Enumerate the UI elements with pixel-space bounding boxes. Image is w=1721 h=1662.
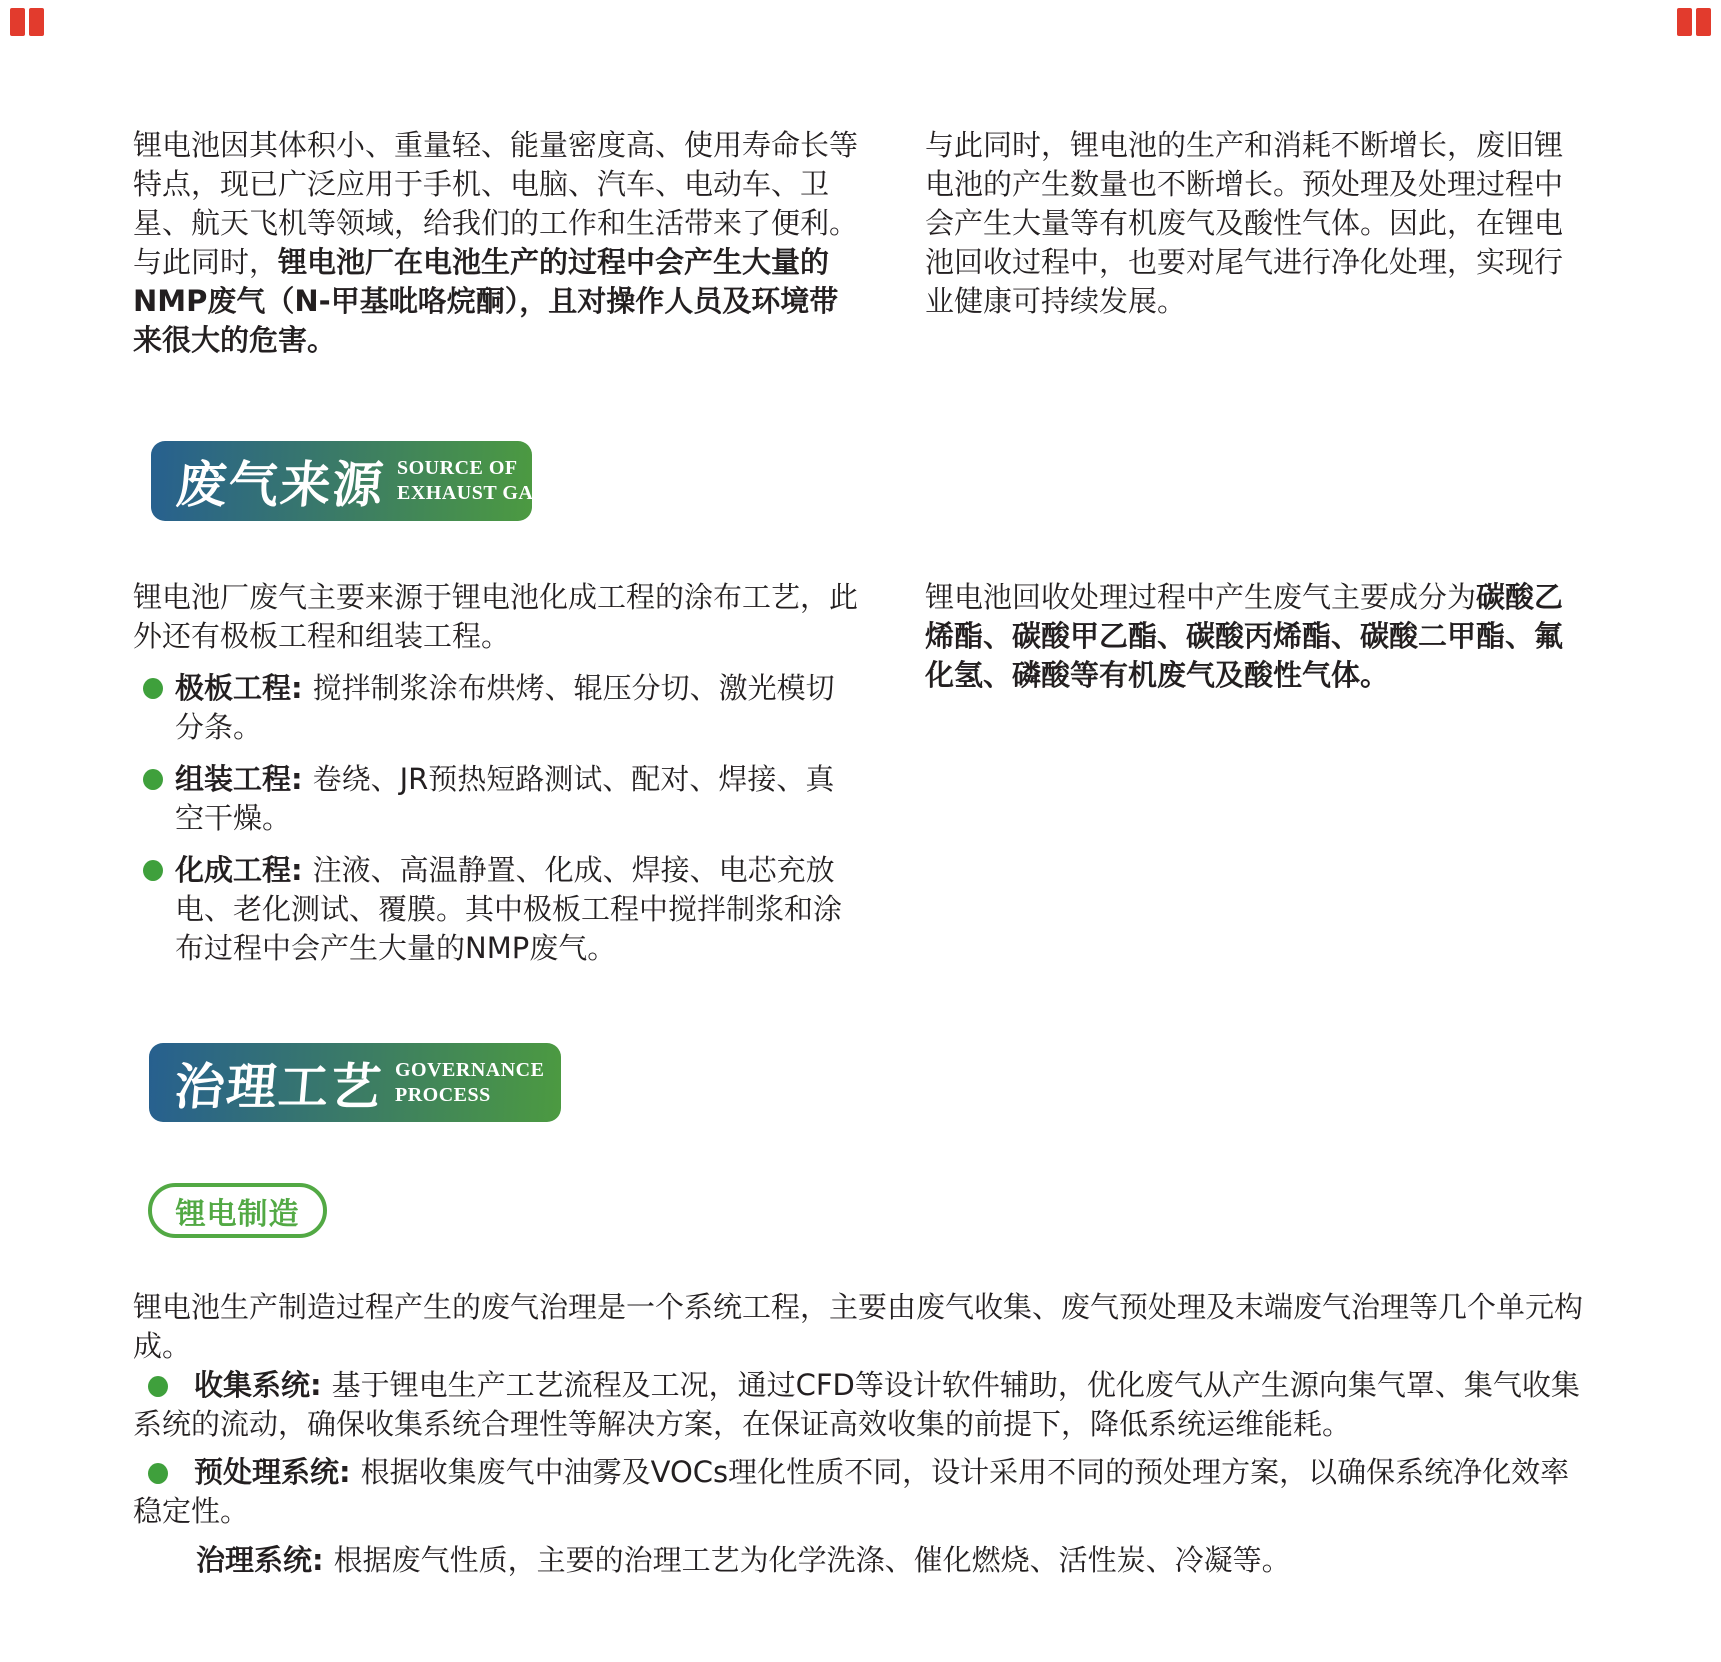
bullet-dot-icon [148,1463,168,1484]
intro-left-bold: 锂电池厂在电池生产的过程中会产生大量的NMP废气（N-甲基吡咯烷酮），且对操作人员及环境带来很大的危害。 [133,245,839,357]
badge-title-en-line1: GOVERNANCE [395,1058,545,1081]
bullet-dot-icon [143,860,163,881]
badge-title-en-line2: EXHAUST GAS [397,482,545,504]
bullet-dot-column [133,851,175,968]
corner-mark-bar [10,8,25,36]
bullet-text [175,851,863,968]
process-intro-paragraph: 锂电池生产制造过程产生的废气治理是一个系统工程，主要由废气收集、废气预处理及末端废气治理等几个单元构成。 [133,1290,1584,1363]
source-bullet-list [133,669,863,968]
badge-title-en [397,456,545,506]
bullet-label: 化成工程: [175,853,303,887]
corner-mark-bar [1696,8,1711,36]
corner-mark-right-icon [1677,8,1711,36]
bullet-body: 基于锂电生产工艺流程及工况，通过CFD等设计软件辅助，优化废气从产生源向集气罩、集气收集系统的流动，确保收集系统合理性等解决方案，在保证高效收集的前提下，降低系统运维能耗。 [133,1368,1580,1441]
list-item [133,760,863,838]
intro-left-paragraph [133,126,863,360]
bullet-label: 组装工程: [175,762,303,796]
list-item [133,1453,1590,1531]
source-right-bold: 碳酸乙烯酯、碳酸甲乙酯、碳酸丙烯酯、碳酸二甲酯、氟化氢、磷酸等有机废气及酸性气体。 [925,580,1564,692]
list-item [133,669,863,747]
bullet-dot-column [133,669,175,747]
badge-title-zh: 废气来源 [174,456,388,514]
bullet-body: 卷绕、JR预热短路测试、配对、焊接、真空干燥。 [175,762,835,835]
tag-pill-li-battery-manufacturing [148,1183,327,1238]
list-item [133,851,863,968]
bullet-label: 极板工程: [175,671,303,705]
source-right-paragraph [925,578,1590,968]
bullet-body: 注液、高温静置、化成、焊接、电芯充放电、老化测试、覆膜。其中极板工程中搅拌制浆和涂布过程中会产生大量的NMP废气。 [175,853,843,965]
bullet-label: 预处理系统: [194,1455,351,1489]
list-item [133,1541,1590,1580]
bullet-body: 根据收集废气中油雾及VOCs理化性质不同，设计采用不同的预处理方案，以确保系统净化效率稳定性。 [133,1455,1570,1528]
bullet-dot-icon [143,678,163,699]
source-right-regular: 锂电池回收处理过程中产生废气主要成分为 [925,580,1477,614]
process-bullet-list [133,1366,1590,1580]
corner-mark-bar [29,8,44,36]
corner-mark-left-icon [10,8,44,36]
exhaust-source-section [133,578,1590,968]
intro-section [133,126,1590,360]
bullet-text [175,760,863,838]
bullet-label: 治理系统: [196,1543,324,1577]
bullet-dot-column [133,760,175,838]
section-badge-governance-process [149,1043,561,1122]
bullet-dot-icon [143,769,163,790]
bullet-text [175,669,863,747]
bullet-label: 收集系统: [194,1368,322,1402]
corner-mark-bar [1677,8,1692,36]
badge-title-zh: 治理工艺 [172,1057,386,1116]
list-item [133,1366,1590,1444]
section-badge-exhaust-source [151,441,545,521]
bullet-dot-icon [148,1376,168,1397]
bullet-body: 根据废气性质，主要的治理工艺为化学洗涤、催化燃烧、活性炭、冷凝等。 [333,1543,1291,1577]
badge-title-en [395,1058,544,1108]
badge-title-en-line1: SOURCE OF [397,457,518,479]
bullet-body: 搅拌制浆涂布烘烤、辊压分切、激光模切分条。 [175,671,835,744]
intro-left-regular: 锂电池因其体积小、重量轻、能量密度高、使用寿命长等特点，现已广泛应用于手机、电脑、汽车、电动车、卫星、航天飞机等领域，给我们的工作和生活带来了便利。与此同时， [133,128,859,279]
source-left-intro: 锂电池厂废气主要来源于锂电池化成工程的涂布工艺，此外还有极板工程和组装工程。 [133,580,859,653]
tag-pill-label: 锂电制造 [175,1196,300,1232]
badge-title-en-line2: PROCESS [395,1083,491,1106]
exhaust-source-left-column [133,578,863,968]
intro-right-paragraph: 与此同时，锂电池的生产和消耗不断增长，废旧锂电池的产生数量也不断增长。预处理及处理过程中会产生大量等有机废气及酸性气体。因此，在锂电池回收过程中，也要对尾气进行净化处理，实现行业健康可持续发展。 [925,128,1564,318]
